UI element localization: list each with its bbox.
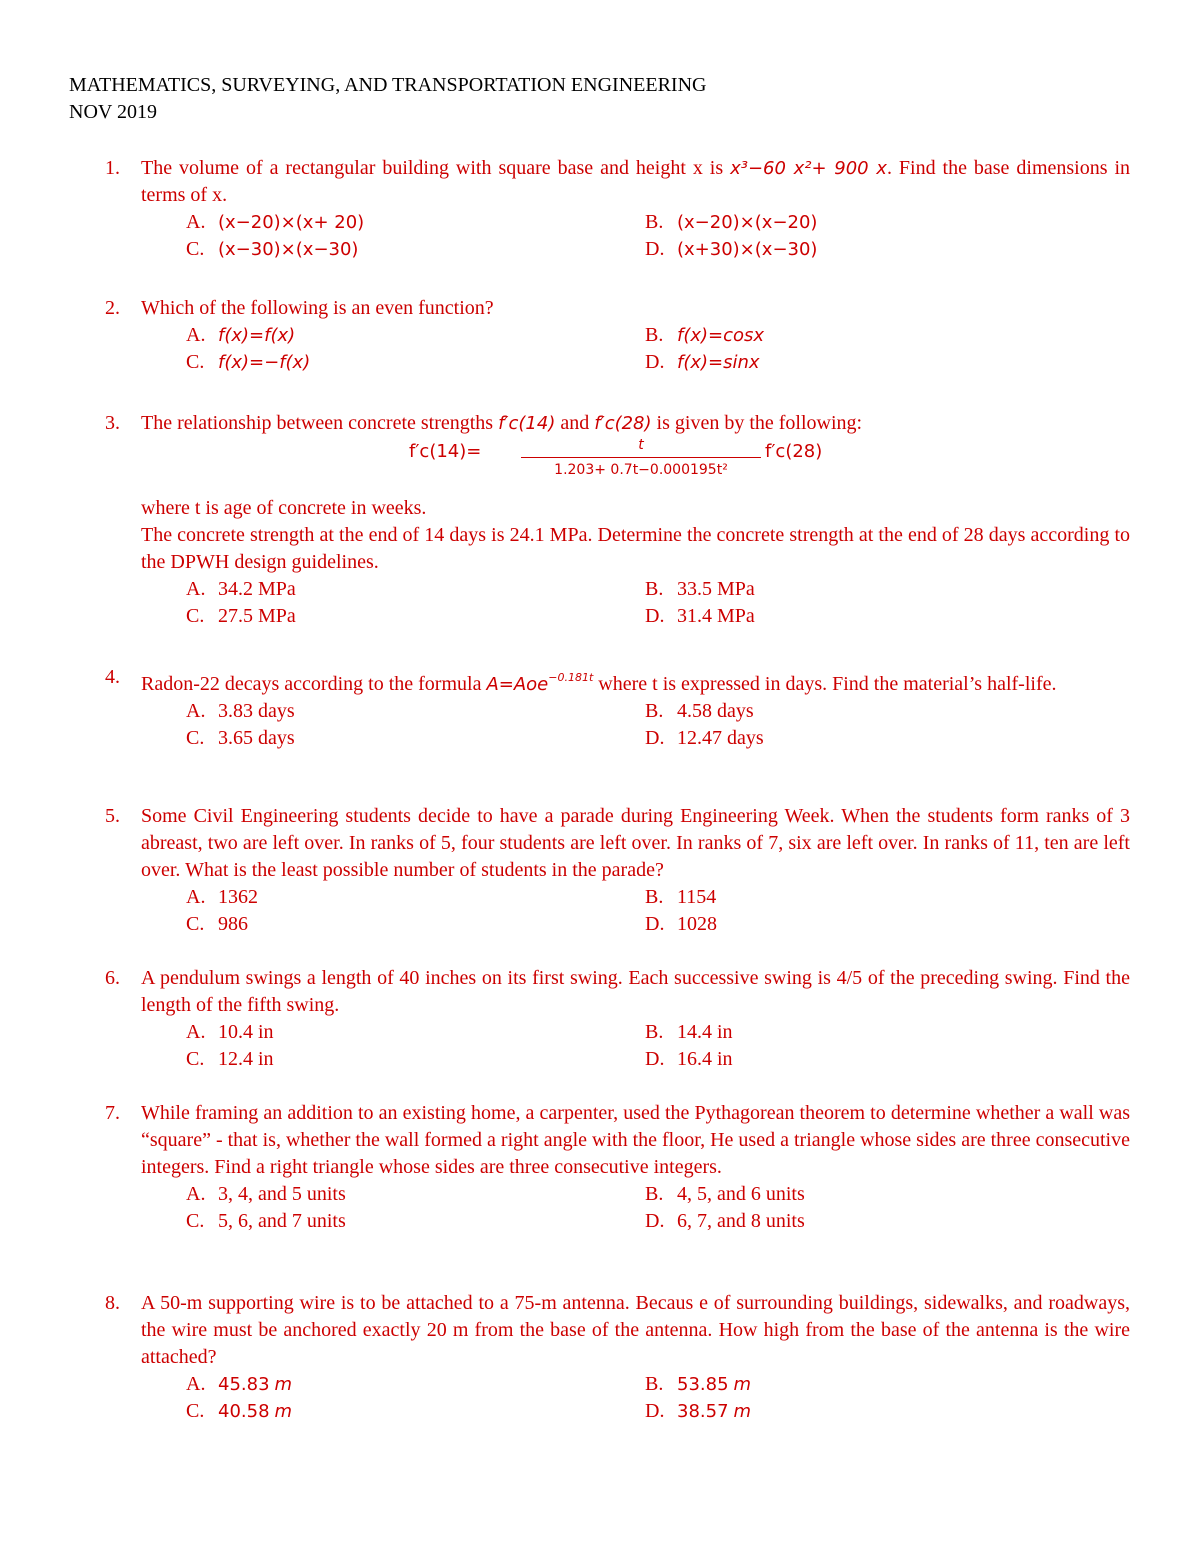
- question-number: 3.: [105, 412, 120, 434]
- choice-b[interactable]: B. 53.85 m: [645, 1373, 752, 1395]
- formula-denominator: 1.203+ 0.7t−0.000195t²: [554, 462, 728, 478]
- choice-a[interactable]: A. f(x)=f(x): [186, 324, 296, 346]
- choice-list: [186, 322, 1130, 376]
- choice-a[interactable]: A. 34.2 MPa: [186, 578, 296, 600]
- question-stem: Some Civil Engineering students decide to have a parade during Engineering Week. When the students form ranks of 3 abreast, two are left over. In ranks of 5, four students are left over. In ranks of 7, six are left over. In ranks of 11, ten are left over. What is the least possible number of students in the parade?: [141, 805, 1130, 881]
- choice-c[interactable]: C. 40.58 m: [186, 1400, 293, 1422]
- question-1: [105, 155, 1130, 263]
- question-stem: A pendulum swings a length of 40 inches on its first swing. Each successive swing is 4/5 of the preceding swing. Find the length of the fifth swing.: [141, 967, 1130, 1016]
- formula-rhs: f′c(28): [765, 441, 823, 462]
- question-stem: The relationship between concrete strengths f′c(14) and f′c(28) is given by the following:: [141, 412, 863, 434]
- choice-d[interactable]: D. (x+30)×(x−30): [645, 238, 818, 260]
- choice-c[interactable]: C. 12.4 in: [186, 1048, 274, 1070]
- formula-fraction: [521, 437, 761, 479]
- question-number: 7.: [105, 1102, 120, 1124]
- choice-d[interactable]: D. 6, 7, and 8 units: [645, 1210, 805, 1232]
- choice-c[interactable]: C. 3.65 days: [186, 727, 295, 749]
- choice-a[interactable]: A. 1362: [186, 886, 258, 908]
- volume-expression: x³−60 x²+ 900 x: [730, 158, 887, 179]
- choice-c[interactable]: C. 27.5 MPa: [186, 605, 296, 627]
- choice-c[interactable]: C. f(x)=−f(x): [186, 351, 311, 373]
- question-number: 6.: [105, 967, 120, 989]
- question-note: where t is age of concrete in weeks.: [141, 497, 427, 519]
- question-prompt: The concrete strength at the end of 14 days is 24.1 MPa. Determine the concrete strength at the end of 28 days according to the DPWH design guidelines.: [141, 524, 1130, 573]
- question-2: [105, 295, 1130, 376]
- choice-a[interactable]: A. 3, 4, and 5 units: [186, 1183, 346, 1205]
- choice-b[interactable]: B. 14.4 in: [645, 1021, 733, 1043]
- question-5: [105, 803, 1130, 938]
- choice-list: [186, 1019, 1130, 1073]
- formula-numerator: t: [638, 437, 644, 453]
- document-date: NOV 2019: [69, 101, 157, 123]
- choice-d[interactable]: D. 31.4 MPa: [645, 605, 755, 627]
- question-stem: The volume of a rectangular building with square base and height x is x³−60 x²+ 900 x. Find the base dimensions in terms of x.: [141, 157, 1131, 206]
- choice-c[interactable]: C. 986: [186, 913, 248, 935]
- choice-list: [186, 209, 1130, 263]
- question-number: 5.: [105, 805, 120, 827]
- question-number: 4.: [105, 666, 120, 688]
- strength-28-expression: f′c(28): [594, 413, 652, 434]
- choice-b[interactable]: B. 1154: [645, 886, 717, 908]
- question-stem: A 50-m supporting wire is to be attached to a 75-m antenna. Becaus e of surrounding buildings, sidewalks, and roadways, the wire must be anchored exactly 20 m from the base of the antenna. How high from the base of the antenna is the wire attached?: [141, 1292, 1130, 1368]
- choice-a[interactable]: A. 45.83 m: [186, 1373, 293, 1395]
- formula-lhs: f′c(14)=: [409, 441, 482, 462]
- choice-c[interactable]: C. (x−30)×(x−30): [186, 238, 359, 260]
- question-4: [105, 664, 1130, 752]
- choice-b[interactable]: B. 4, 5, and 6 units: [645, 1183, 805, 1205]
- choice-list: [186, 576, 1130, 630]
- document-title: MATHEMATICS, SURVEYING, AND TRANSPORTATION ENGINEERING: [69, 74, 707, 96]
- strength-formula: [105, 437, 1130, 495]
- decay-formula: A=Aoe$^{-0.181t}$: [486, 671, 594, 695]
- choice-d[interactable]: D. 12.47 days: [645, 727, 764, 749]
- choice-c[interactable]: C. 5, 6, and 7 units: [186, 1210, 346, 1232]
- choice-b[interactable]: B. 4.58 days: [645, 700, 754, 722]
- choice-d[interactable]: D. f(x)=sinx: [645, 351, 760, 373]
- fraction-bar: [521, 457, 761, 458]
- question-number: 2.: [105, 297, 120, 319]
- choice-list: [186, 1181, 1130, 1235]
- choice-a[interactable]: A. 3.83 days: [186, 700, 295, 722]
- question-3: [105, 410, 1130, 630]
- choice-a[interactable]: A. (x−20)×(x+ 20): [186, 211, 365, 233]
- choice-d[interactable]: D. 38.57 m: [645, 1400, 752, 1422]
- choice-d[interactable]: D. 16.4 in: [645, 1048, 733, 1070]
- question-7: [105, 1100, 1130, 1235]
- choice-b[interactable]: B. 33.5 MPa: [645, 578, 755, 600]
- question-8: [105, 1290, 1130, 1425]
- strength-14-expression: f′c(14): [498, 413, 556, 434]
- choice-list: [186, 698, 1130, 752]
- question-number: 8.: [105, 1292, 120, 1314]
- choice-b[interactable]: B. f(x)=cosx: [645, 324, 765, 346]
- choice-d[interactable]: D. 1028: [645, 913, 717, 935]
- choice-list: [186, 1371, 1130, 1425]
- question-stem: While framing an addition to an existing home, a carpenter, used the Pythagorean theorem to determine whether a wall was “square” - that is, whether the wall formed a right angle with the floor, He used a triangle whose sides are three consecutive integers. Find a right triangle whose sides are three consecutive integers.: [141, 1102, 1130, 1178]
- choice-list: [186, 884, 1130, 938]
- question-stem: Which of the following is an even function?: [141, 297, 494, 319]
- choice-b[interactable]: B. (x−20)×(x−20): [645, 211, 818, 233]
- question-number: 1.: [105, 157, 120, 179]
- question-6: [105, 965, 1130, 1073]
- choice-a[interactable]: A. 10.4 in: [186, 1021, 274, 1043]
- question-stem: Radon-22 decays according to the formula A=Aoe$^{-0.181t}$ where t is expressed in days. Find the material’s half-life.: [141, 671, 1057, 695]
